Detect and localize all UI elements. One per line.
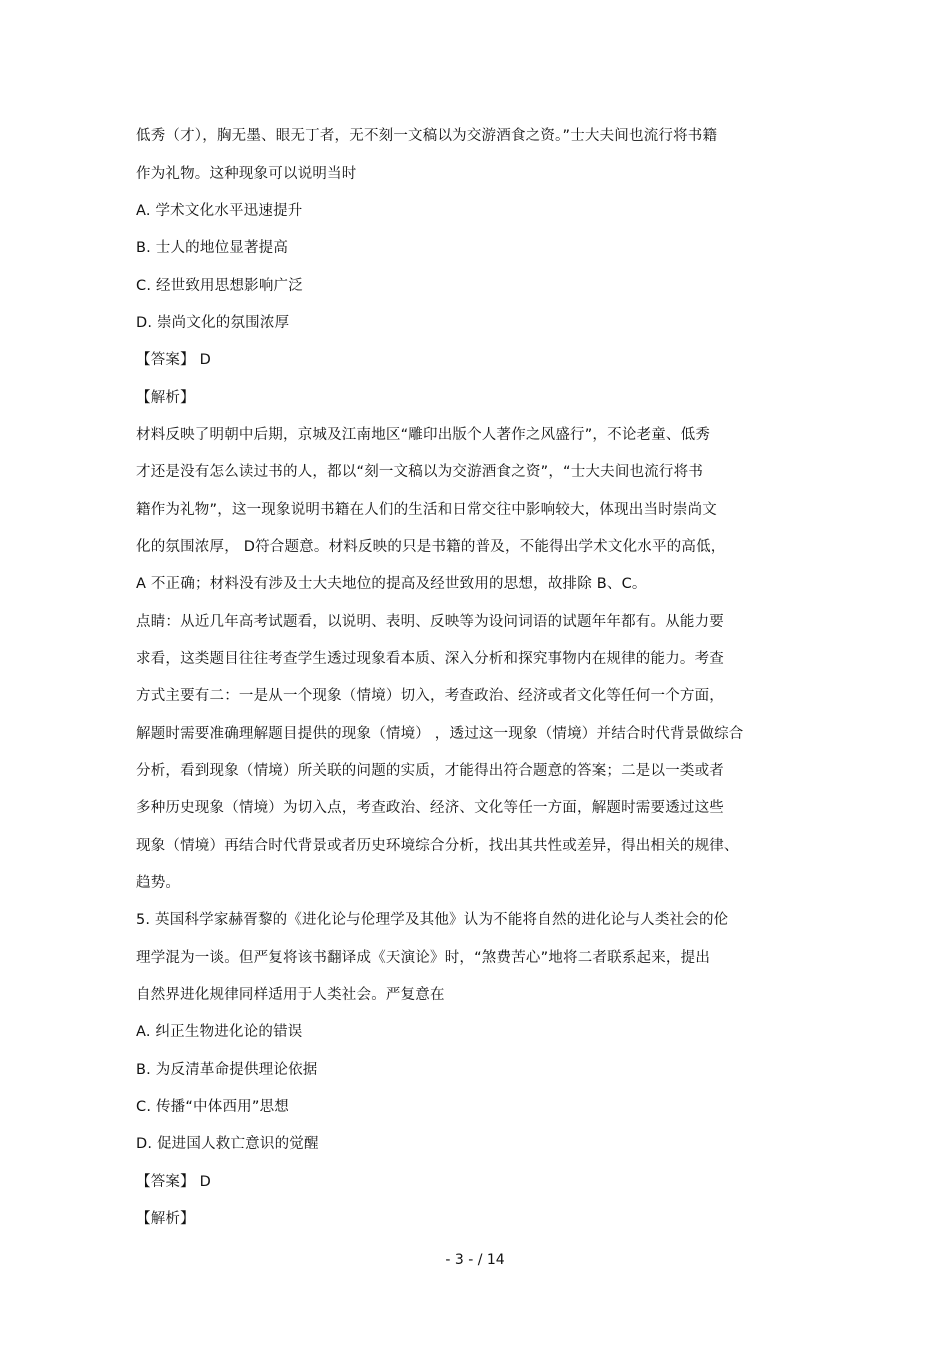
text-line: 分析，看到现象（情境）所关联的问题的实质，才能得出符合题意的答案；二是以一类或者 bbox=[136, 763, 724, 779]
text-line: 化的氛围浓厚， D符合题意。材料反映的只是书籍的普及，不能得出学术文化水平的高低， bbox=[136, 539, 726, 555]
text-line: 解题时需要准确理解题目提供的现象（情境） ，透过这一现象（情境）并结合时代背景做综合 bbox=[136, 726, 744, 742]
answer-label: 【答案】 D bbox=[136, 352, 211, 368]
text-line: 现象（情境）再结合时代背景或者历史环境综合分析，找出其共性或差异，得出相关的规律、 bbox=[136, 838, 739, 854]
option-c: C. 经世致用思想影响广泛 bbox=[136, 278, 303, 294]
text-line: 理学混为一谈。但严复将该书翻译成《天演论》时，“煞费苦心”地将二者联系起来，提出 bbox=[136, 950, 711, 966]
text-line: 点睛：从近几年高考试题看，以说明、表明、反映等为设问词语的试题年年都有。从能力要 bbox=[136, 614, 724, 630]
option-d: D. 促进国人救亡意识的觉醒 bbox=[136, 1136, 319, 1152]
page-number: - 3 - / 14 bbox=[445, 1252, 505, 1268]
text-line: 籍作为礼物”，这一现象说明书籍在人们的生活和日常交往中影响较大，体现出当时崇尚文 bbox=[136, 502, 718, 518]
option-b: B. 士人的地位显著提高 bbox=[136, 240, 289, 256]
analysis-label: 【解析】 bbox=[136, 1211, 195, 1227]
option-d: D. 崇尚文化的氛围浓厚 bbox=[136, 315, 290, 331]
text-line: 低秀（才），胸无墨、眼无丁者，无不刻一文稿以为交游酒食之资。”士大夫间也流行将书籍 bbox=[136, 128, 718, 144]
option-a: A. 纠正生物进化论的错误 bbox=[136, 1024, 303, 1040]
text-line: 材料反映了明朝中后期，京城及江南地区“雕印出版个人著作之风盛行”，不论老童、低秀 bbox=[136, 427, 711, 443]
text-line: 作为礼物。这种现象可以说明当时 bbox=[136, 166, 357, 182]
text-line: 求看，这类题目往往考查学生透过现象看本质、深入分析和探究事物内在规律的能力。考查 bbox=[136, 651, 724, 667]
text-line: 自然界进化规律同样适用于人类社会。严复意在 bbox=[136, 987, 445, 1003]
text-line: 趋势。 bbox=[136, 875, 181, 891]
text-line: 方式主要有二：一是从一个现象（情境）切入，考查政治、经济或者文化等任何一个方面， bbox=[136, 688, 724, 704]
option-c: C. 传播“中体西用”思想 bbox=[136, 1099, 289, 1115]
text-line: 才还是没有怎么读过书的人，都以“刻一文稿以为交游酒食之资”，“士大夫间也流行将书 bbox=[136, 464, 704, 480]
answer-label: 【答案】 D bbox=[136, 1174, 211, 1190]
question-5: 5. 英国科学家赫胥黎的《进化论与伦理学及其他》认为不能将自然的进化论与人类社会的伦 bbox=[136, 912, 729, 928]
text-line: A 不正确；材料没有涉及士大夫地位的提高及经世致用的思想，故排除 B、C。 bbox=[136, 576, 647, 592]
option-b: B. 为反清革命提供理论依据 bbox=[136, 1062, 318, 1078]
text-line: 多种历史现象（情境）为切入点，考查政治、经济、文化等任一方面，解题时需要透过这些 bbox=[136, 800, 724, 816]
option-a: A. 学术文化水平迅速提升 bbox=[136, 203, 303, 219]
analysis-label: 【解析】 bbox=[136, 390, 195, 406]
